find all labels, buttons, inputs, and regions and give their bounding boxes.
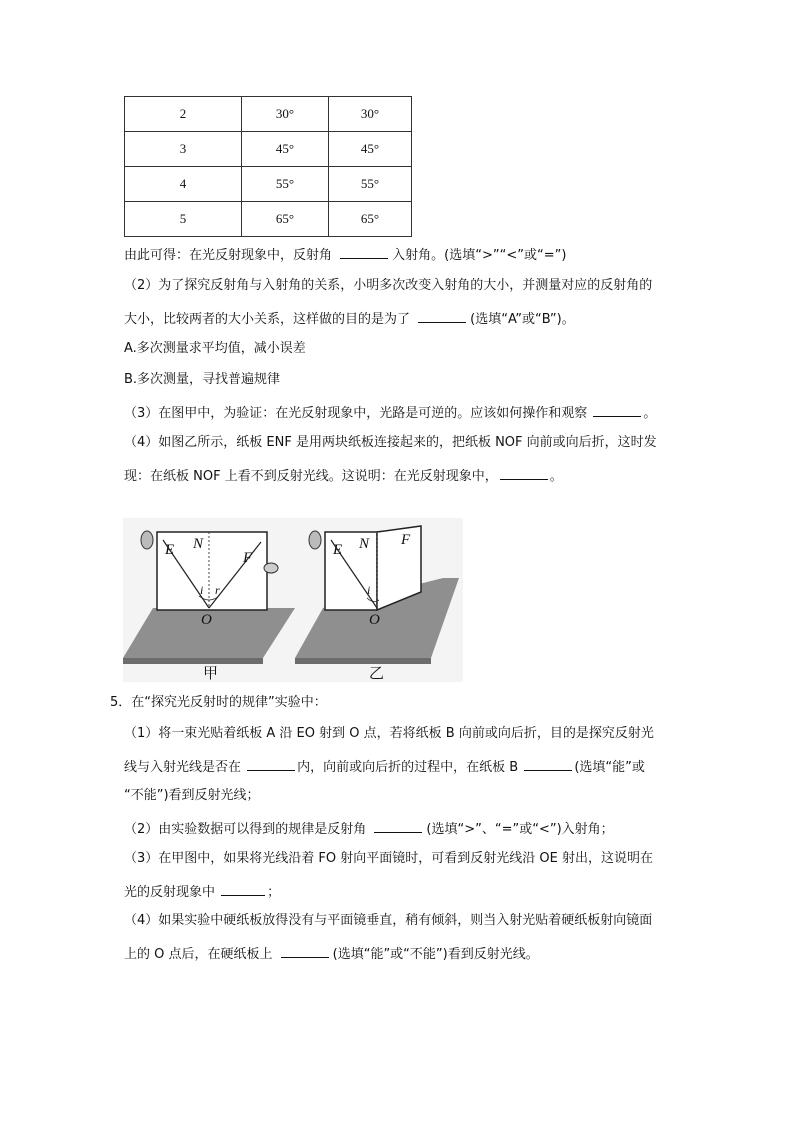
table-cell: 45° — [329, 132, 412, 167]
table-cell: 30° — [329, 97, 412, 132]
q5-part4-line2 — [124, 943, 539, 964]
q5-part3-end: ； — [267, 885, 281, 900]
q5-part1-option: (选填“能”或 — [574, 760, 645, 775]
laser-pen-left-icon — [141, 531, 153, 549]
table-row — [125, 167, 412, 202]
answer-blank[interactable] — [524, 756, 572, 771]
table-cell: 5 — [125, 202, 242, 237]
q5-part1-text-b: 内，向前或向后折的过程中，在纸板 B — [297, 760, 519, 775]
answer-blank[interactable] — [418, 308, 466, 323]
letter-label: r — [215, 583, 220, 597]
q5-part1-line2 — [124, 756, 645, 777]
data-table — [124, 96, 412, 237]
letter-label: i — [367, 583, 371, 597]
table-cell: 65° — [329, 202, 412, 237]
question-5-title: 5．在“探究光反射时的规律”实验中： — [110, 695, 327, 710]
answer-blank[interactable] — [374, 818, 422, 833]
q4-part3-end: 。 — [643, 406, 657, 421]
q4-part4-line1: （4）如图乙所示，纸板 ENF 是用两块纸板连接起来的，把纸板 NOF 向前或向后折，这时发 — [124, 435, 657, 450]
table-cell: 2 — [125, 97, 242, 132]
answer-blank[interactable] — [593, 402, 641, 417]
table-cell: 45° — [242, 132, 329, 167]
mirror-edge-left — [123, 658, 263, 664]
laser-pen-right-icon — [309, 531, 321, 549]
table-row — [125, 132, 412, 167]
q4-part2-line2 — [124, 308, 575, 329]
figure-caption-jia: 甲 — [203, 664, 219, 682]
q4-conclusion-option: 入射角。(选填“>”“<”或“=”) — [392, 248, 567, 263]
q4-part4-end: 。 — [549, 469, 563, 484]
table-cell: 30° — [242, 97, 329, 132]
q5-part4-line1: （4）如果实验中硬纸板放得没有与平面镜垂直，稍有倾斜，则当入射光贴着硬纸板射向镜面 — [124, 913, 653, 928]
table-cell: 55° — [242, 167, 329, 202]
letter-label: F — [243, 550, 253, 566]
answer-blank[interactable] — [247, 756, 295, 771]
option-b: B.多次测量，寻找普遍规律 — [124, 372, 281, 387]
q4-part2-text: 大小，比较两者的大小关系，这样做的目的是为了 — [124, 312, 411, 327]
q4-part2-line1: （2）为了探究反射角与入射角的关系，小明多次改变入射角的大小，并测量对应的反射角的 — [124, 278, 653, 293]
q4-part3 — [124, 402, 656, 423]
q5-part2-text: （2）由实验数据可以得到的规律是反射角 — [124, 822, 367, 837]
letter-label: F — [401, 532, 411, 548]
letter-label: O — [201, 612, 212, 628]
table-row — [125, 97, 412, 132]
q5-part1-line1: （1）将一束光贴着纸板 A 沿 EO 射到 O 点，若将纸板 B 向前或向后折，目的是探究反射光 — [124, 726, 654, 741]
answer-blank[interactable] — [281, 943, 329, 958]
q5-part3-text: 光的反射现象中 — [124, 885, 216, 900]
q4-part4-line2 — [124, 465, 563, 486]
table-cell: 3 — [125, 132, 242, 167]
option-a: A.多次测量求平均值，减小误差 — [124, 341, 306, 356]
q5-part4-option: (选填“能”或“不能”)看到反射光线。 — [332, 947, 539, 962]
answer-blank[interactable] — [340, 244, 388, 259]
q5-part2 — [124, 818, 614, 839]
q4-part4-text: 现：在纸板 NOF 上看不到反射光线。这说明：在光反射现象中， — [124, 469, 498, 484]
letter-label: E — [333, 542, 343, 558]
letter-label: N — [359, 536, 370, 552]
q4-conclusion-text: 由此可得：在光反射现象中，反射角 — [124, 248, 333, 263]
q4-part3-text: （3）在图甲中，为验证：在光反射现象中，光路是可逆的。应该如何操作和观察 — [124, 406, 588, 421]
q5-part3-line2 — [124, 881, 280, 902]
q4-conclusion — [124, 244, 566, 265]
q5-part1-line3: “不能”)看到反射光线； — [124, 788, 260, 803]
answer-blank[interactable] — [500, 465, 548, 480]
q4-part2-option: (选填“A”或“B”)。 — [470, 312, 575, 327]
letter-label: N — [193, 536, 204, 552]
hand-icon — [264, 563, 278, 573]
answer-blank[interactable] — [221, 881, 265, 896]
q5-part4-text: 上的 O 点后，在硬纸板上 — [124, 947, 273, 962]
table-cell: 4 — [125, 167, 242, 202]
letter-label: E — [165, 542, 175, 558]
q5-part3-line1: （3）在甲图中，如果将光线沿着 FO 射向平面镜时，可看到反射光线沿 OE 射出，这说明在 — [124, 851, 653, 866]
table-cell: 65° — [242, 202, 329, 237]
table-row — [125, 202, 412, 237]
letter-label: O — [369, 612, 380, 628]
q5-part1-text-a: 线与入射光线是否在 — [124, 760, 242, 775]
table-cell: 55° — [329, 167, 412, 202]
reflection-figure — [123, 518, 463, 682]
q5-part2-option: (选填“>”、“=”或“<”)入射角； — [426, 822, 614, 837]
letter-label: i — [200, 583, 204, 597]
figure-caption-yi: 乙 — [369, 664, 385, 682]
mirror-edge-right — [295, 658, 431, 664]
